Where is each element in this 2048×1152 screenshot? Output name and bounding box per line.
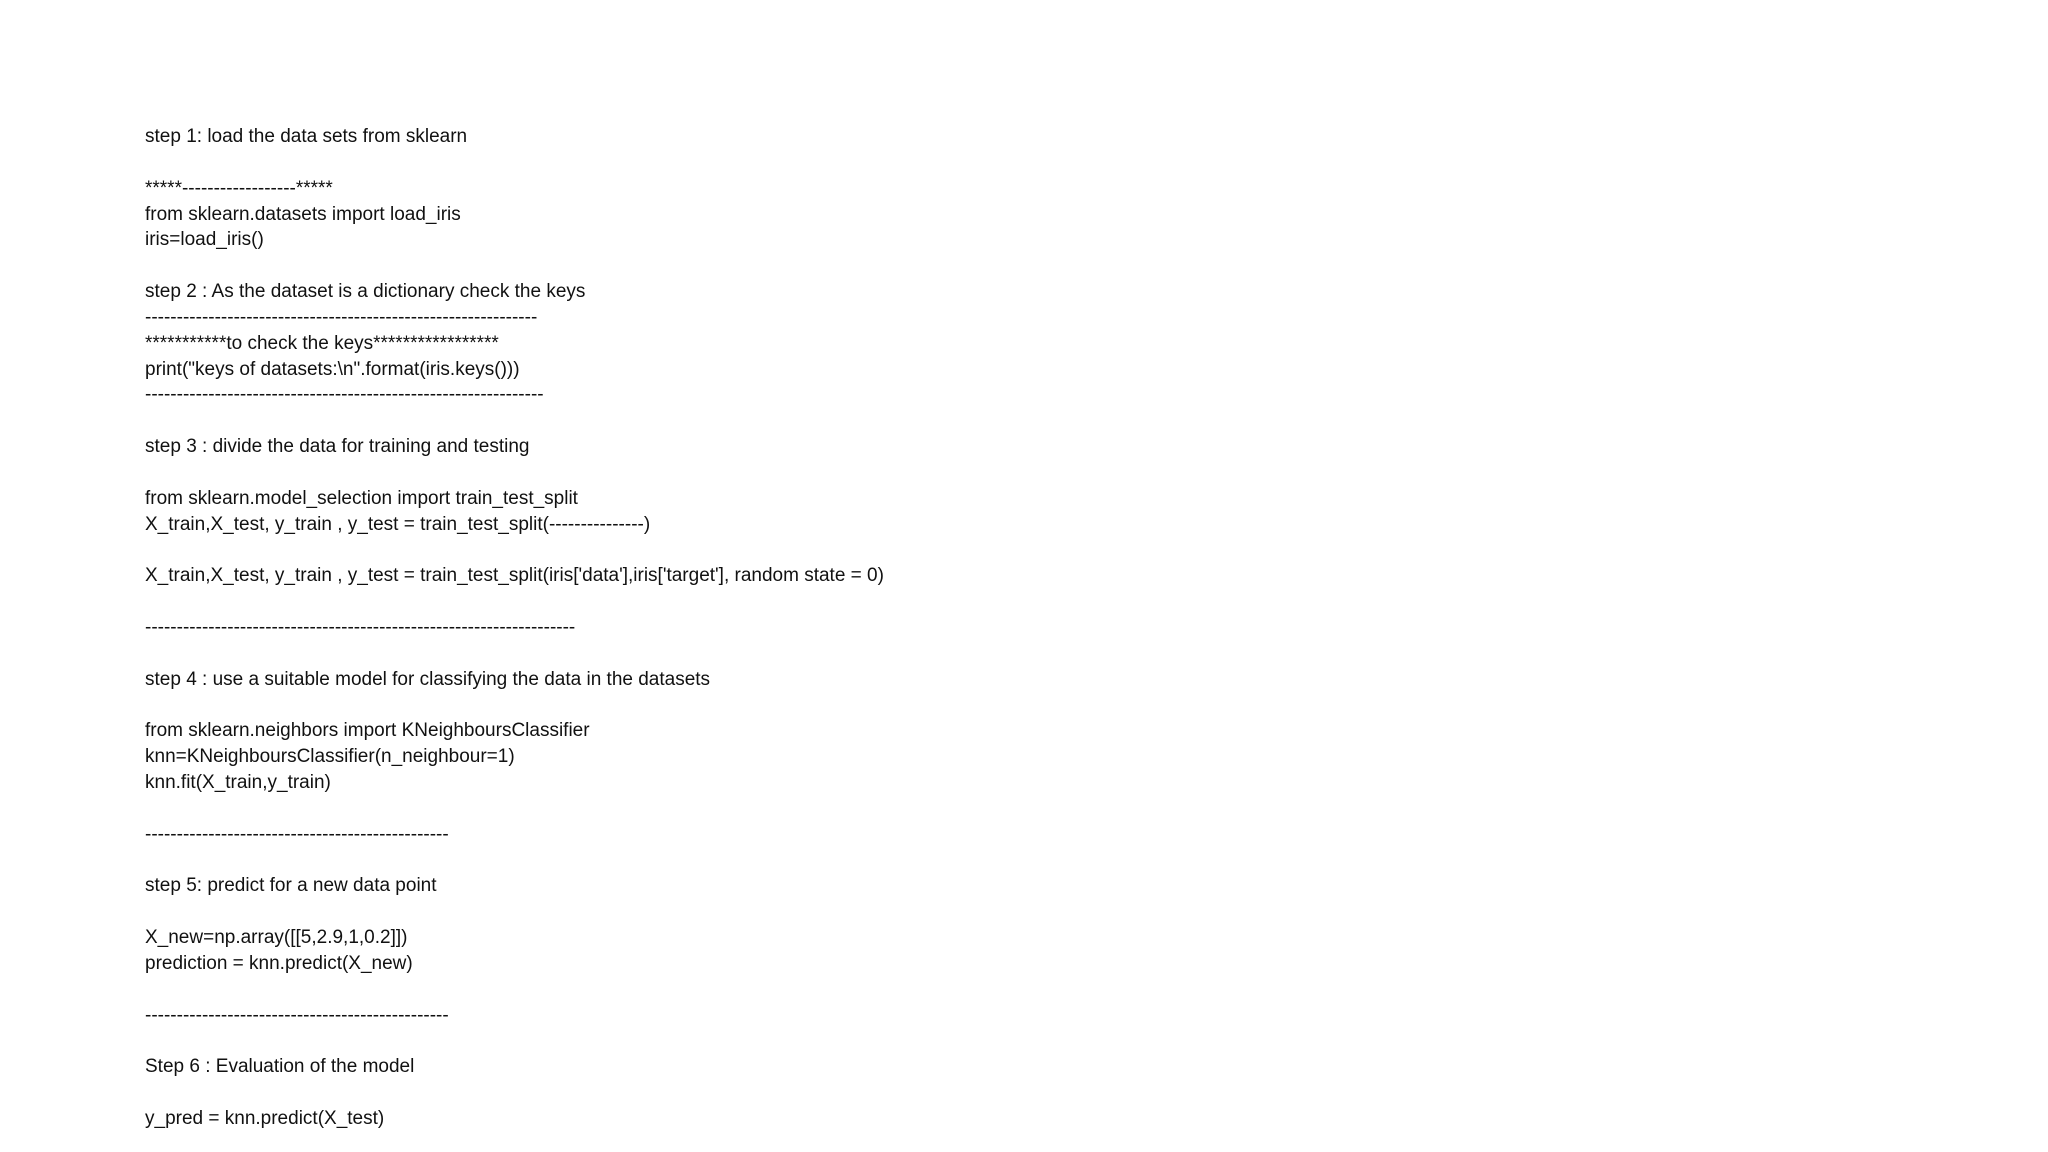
separator-line: ---------------------------------------------------------------: [145, 384, 544, 406]
code-line: iris=load_iris(): [145, 229, 264, 251]
code-line: from sklearn.neighbors import KNeighboursClassifier: [145, 720, 590, 742]
code-line: knn=KNeighboursClassifier(n_neighbour=1): [145, 746, 515, 768]
code-line: X_train,X_test, y_train , y_test = train_test_split(iris['data'],iris['target'], random state = 0): [145, 565, 884, 587]
blank-line: [145, 977, 1945, 1003]
step-2-heading: step 2 : As the dataset is a dictionary check the keys: [145, 281, 586, 303]
comment-line: ***********to check the keys*****************: [145, 332, 499, 354]
document-body: [145, 124, 1945, 1132]
blank-line: [145, 641, 1945, 667]
code-line: knn.fit(X_train,y_train): [145, 772, 331, 794]
blank-line: [145, 150, 1945, 176]
step-6-heading: Step 6 : Evaluation of the model: [145, 1056, 415, 1078]
blank-line: [145, 848, 1945, 874]
code-line: y_pred = knn.predict(X_test): [145, 1108, 385, 1130]
blank-line: [145, 253, 1945, 279]
code-line: X_train,X_test, y_train , y_test = train_test_split(---------------): [145, 513, 651, 535]
separator-line: ------------------------------------------------: [145, 1004, 449, 1026]
blank-line: [145, 460, 1945, 486]
separator-line: --------------------------------------------------------------: [145, 306, 538, 328]
separator-line: *****------------------*****: [145, 177, 333, 199]
step-5-heading: step 5: predict for a new data point: [145, 875, 437, 897]
code-line: prediction = knn.predict(X_new): [145, 953, 413, 974]
separator-line: --------------------------------------------------------------------: [145, 617, 576, 639]
code-line: from sklearn.datasets import load_iris: [145, 203, 461, 225]
blank-line: [145, 1080, 1945, 1106]
separator-line: ------------------------------------------------: [145, 823, 449, 845]
step-1-heading: step 1: load the data sets from sklearn: [145, 126, 468, 147]
blank-line: [145, 693, 1945, 719]
code-line: X_new=np.array([[5,2.9,1,0.2]]): [145, 927, 408, 949]
blank-line: [145, 899, 1945, 925]
blank-line: [145, 408, 1945, 434]
step-4-heading: step 4 : use a suitable model for classifying the data in the datasets: [145, 668, 711, 690]
blank-line: [145, 796, 1945, 822]
blank-line: [145, 1029, 1945, 1055]
blank-line: [145, 538, 1945, 564]
code-line: print("keys of datasets:\n".format(iris.keys())): [145, 358, 520, 380]
step-3-heading: step 3 : divide the data for training and testing: [145, 436, 530, 458]
code-line: from sklearn.model_selection import train_test_split: [145, 487, 578, 509]
blank-line: [145, 589, 1945, 615]
